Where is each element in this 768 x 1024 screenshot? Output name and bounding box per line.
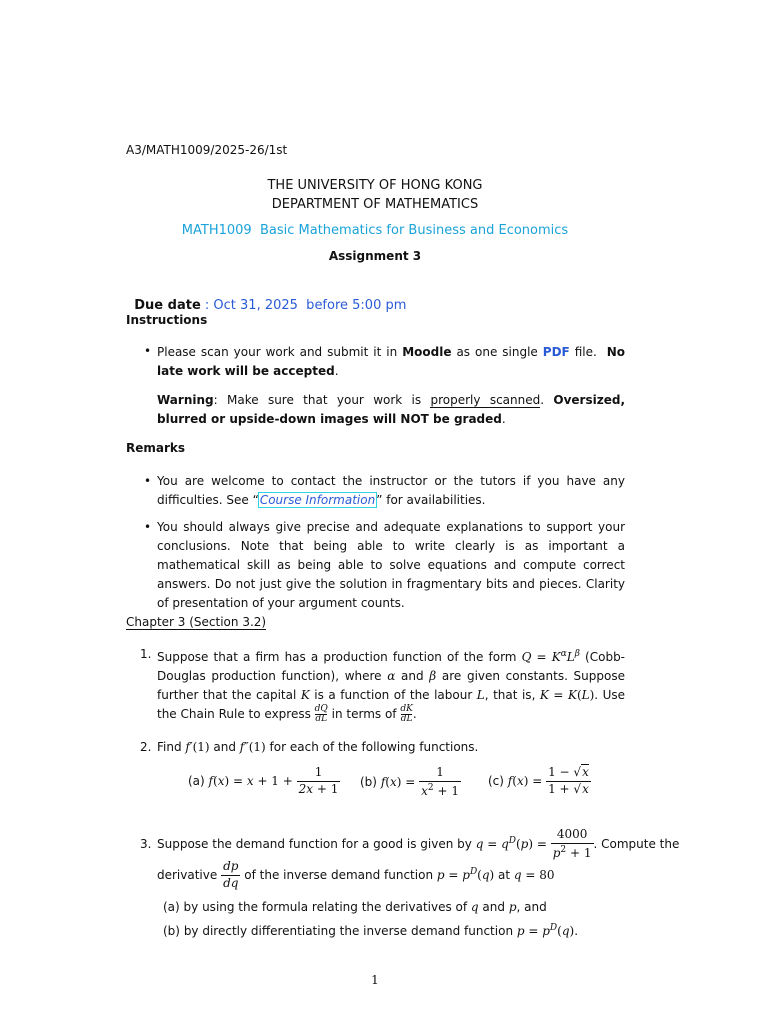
bullet-icon: • bbox=[144, 520, 152, 534]
oversized-notice: Oversized, blurred or upside-down images will NOT be graded bbox=[157, 393, 625, 426]
question-3-line-1 bbox=[157, 827, 680, 861]
q3-text-5: at bbox=[494, 867, 514, 882]
warning-end: . bbox=[501, 412, 506, 426]
page-number: 1 bbox=[371, 973, 379, 987]
q2-text-1: Find bbox=[157, 740, 186, 754]
remarks-heading: Remarks bbox=[126, 441, 186, 455]
due-date-separator: : bbox=[200, 298, 214, 313]
q2-c-formula: f(x) = $\frac{1 - √x}{1 + √x}$ bbox=[507, 765, 589, 796]
question-3-line-2 bbox=[157, 860, 555, 891]
q-equals-80: q = 80 bbox=[513, 867, 555, 882]
bullet-icon: • bbox=[144, 474, 152, 488]
alpha-symbol: α bbox=[387, 669, 396, 683]
q3-a-and: and bbox=[478, 900, 509, 914]
q2-part-a bbox=[188, 766, 340, 797]
instr-text-2: as one single bbox=[451, 345, 543, 359]
q3-number: 3. bbox=[140, 837, 152, 851]
university-name: THE UNIVERSITY OF HONG KONG bbox=[267, 178, 483, 193]
q1-text-1: Suppose that a firm has a production function of the form bbox=[157, 650, 522, 664]
assignment-title: Assignment 3 bbox=[328, 249, 422, 263]
instr-text: Please scan your work and submit it in bbox=[157, 345, 398, 359]
remark-2: You should always give precise and adequate explanations to support your conclusions. Note that being able to write clearly is as important a mathematical skill as being able to solve equations and compute correct answers. Do not just give the solution in fragmentary bits and pieces. Clarity of presentation of your argument counts. bbox=[157, 520, 625, 610]
chapter-heading bbox=[126, 615, 266, 629]
q2-part-b bbox=[360, 766, 461, 799]
department-name: DEPARTMENT OF MATHEMATICS bbox=[271, 197, 479, 212]
q3-a-end: , and bbox=[516, 900, 547, 914]
q3-a-label: (a) bbox=[163, 900, 180, 914]
instr-period: . bbox=[334, 364, 339, 378]
document-code: A3/MATH1009/2025-26/1st bbox=[126, 143, 288, 157]
q1-text-9: . bbox=[412, 707, 417, 721]
q3-text-4: of the inverse demand function bbox=[240, 867, 437, 882]
question-1 bbox=[157, 645, 625, 724]
dp-dq-fraction: $\frac{dp}{dq}$ bbox=[223, 859, 239, 890]
q3-b-end: . bbox=[574, 924, 579, 938]
dk-dl-fraction: $\frac{dK}{dL}$ bbox=[400, 704, 413, 724]
q1-text-4: are given constants. Suppose further that the capital bbox=[157, 669, 625, 702]
moodle-label: Moodle bbox=[402, 345, 452, 359]
q1-text-7: . Use the Chain Rule to express bbox=[157, 688, 626, 721]
chapter-title: Chapter 3 (Section 3.2) bbox=[126, 615, 267, 629]
due-date-line bbox=[126, 283, 406, 313]
q2-text-3: for each of the following functions. bbox=[265, 740, 479, 754]
demand-function: $q = q^D(p)$ = $\frac{4000}{p^2 + 1}$ bbox=[475, 827, 592, 860]
warning-label: Warning bbox=[157, 393, 214, 407]
pdf-label: PDF bbox=[542, 345, 570, 359]
due-date-label: Due date bbox=[134, 298, 201, 313]
k-symbol: K bbox=[300, 688, 310, 702]
l-symbol: L bbox=[476, 688, 485, 702]
course-title: MATH1009 Basic Mathematics for Business and Economics bbox=[181, 223, 569, 238]
warning-dot: . bbox=[540, 393, 554, 407]
q1-formula: $Q = K^\alpha L^\beta$ bbox=[521, 649, 580, 664]
q2-c-label: (c) bbox=[488, 773, 504, 788]
instructions-heading: Instructions bbox=[126, 313, 208, 327]
dq-dl-fraction: $\frac{dQ}{dL}$ bbox=[314, 704, 328, 724]
q3-text-1: Suppose the demand function for a good is given by bbox=[157, 836, 476, 851]
k-of-l: K = K(L) bbox=[539, 688, 595, 702]
f-prime-1: f′(1) bbox=[185, 740, 210, 754]
inverse-demand-b: $p = p^D(q)$ bbox=[516, 923, 575, 938]
no-late-notice: No late work will be accepted bbox=[157, 345, 625, 378]
instr-text-3: file. bbox=[569, 345, 607, 359]
q2-b-formula: f(x) = $\frac{1}{x^2 + 1}$ bbox=[380, 765, 459, 798]
course-information-link[interactable]: Course Information bbox=[259, 493, 376, 507]
due-date-value: Oct 31, 2025 before 5:00 pm bbox=[213, 298, 407, 313]
beta-symbol: β bbox=[429, 669, 437, 683]
bullet-icon: • bbox=[144, 344, 152, 358]
inverse-demand: $p = p^D(q)$ bbox=[436, 866, 495, 882]
q2-text-2: and bbox=[209, 740, 240, 754]
f-double-prime-1: f″(1) bbox=[239, 740, 266, 754]
q3-part-a bbox=[163, 900, 547, 914]
q3-b-text: by directly differentiating the inverse demand function bbox=[183, 924, 517, 938]
q1-text-2: (Cobb-Douglas production function), where bbox=[157, 650, 626, 683]
warning-text: : Make sure that your work is bbox=[213, 393, 431, 407]
q1-text-3: and bbox=[395, 669, 430, 683]
q1-text-5: is a function of the labour bbox=[309, 688, 477, 702]
remark-1-text: You are welcome to contact the instructor or the tutors if you have any difficulties. See “ bbox=[157, 474, 625, 507]
q1-text-8: in terms of bbox=[327, 707, 401, 721]
q3-b-label: (b) bbox=[163, 924, 180, 938]
q3-text-2: . Compute the bbox=[593, 836, 680, 851]
q3-a-text: by using the formula relating the derivatives of bbox=[183, 900, 471, 914]
warning-paragraph bbox=[157, 391, 625, 429]
p-symbol: p bbox=[508, 900, 517, 914]
q2-a-formula: f(x) = x + 1 + $\frac{1}{2x + 1}$ bbox=[208, 765, 339, 796]
q1-number: 1. bbox=[140, 647, 152, 661]
remark-1-end: ” for availabilities. bbox=[376, 493, 486, 507]
q3-text-3: derivative bbox=[157, 867, 222, 882]
q1-text-6: , that is, bbox=[484, 688, 540, 702]
q-symbol: q bbox=[470, 900, 479, 914]
q2-b-label: (b) bbox=[360, 774, 377, 789]
q2-part-c bbox=[488, 766, 591, 797]
remark-1 bbox=[157, 472, 625, 510]
question-2 bbox=[157, 738, 625, 757]
q2-a-label: (a) bbox=[188, 773, 205, 788]
properly-scanned: properly scanned bbox=[430, 393, 541, 407]
q2-number: 2. bbox=[140, 740, 152, 754]
q3-part-b bbox=[163, 923, 578, 938]
instructions-paragraph bbox=[157, 343, 625, 381]
